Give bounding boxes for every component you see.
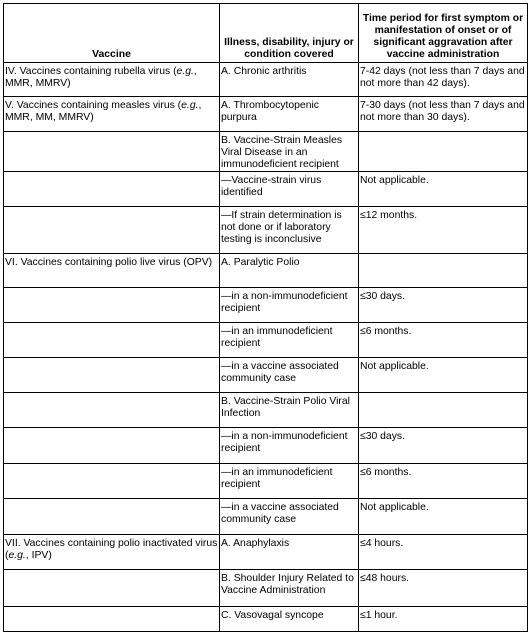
vaccine-cell (4, 358, 220, 393)
time-period-cell: 7-42 days (not less than 7 days and not more than 42 days). (359, 63, 528, 97)
vaccine-cell: VI. Vaccines containing polio live virus (OPV) (4, 254, 220, 288)
vaccine-cell (4, 570, 220, 607)
table-row (4, 535, 528, 570)
illness-cell: A. Anaphylaxis (220, 535, 359, 570)
illness-cell: A. Paralytic Polio (220, 254, 359, 288)
header-vaccine: Vaccine (4, 4, 220, 63)
table-row (4, 358, 528, 393)
vaccine-cell (4, 428, 220, 464)
header-time-period: Time period for first symptom or manifestation of onset or of significant aggravation after vaccine administration (359, 4, 528, 63)
time-period-cell (359, 393, 528, 428)
time-period-cell (359, 132, 528, 172)
vaccine-cell (4, 499, 220, 535)
vaccine-cell (4, 207, 220, 254)
illness-cell: —in an immunodeficient recipient (220, 323, 359, 358)
illness-cell: —Vaccine-strain virus identified (220, 172, 359, 207)
illness-cell: B. Vaccine-Strain Polio Viral Infection (220, 393, 359, 428)
time-period-cell: Not applicable. (359, 358, 528, 393)
table-row (4, 207, 528, 254)
time-period-cell: ≤6 months. (359, 323, 528, 358)
time-period-cell: ≤30 days. (359, 288, 528, 323)
time-period-cell: ≤12 months. (359, 207, 528, 254)
time-period-cell: ≤48 hours. (359, 570, 528, 607)
table-row (4, 254, 528, 288)
illness-cell: A. Thrombocytopenic purpura (220, 97, 359, 132)
table-row (4, 570, 528, 607)
table-row (4, 288, 528, 323)
vaccine-cell (4, 172, 220, 207)
header-illness: Illness, disability, injury or condition covered (220, 4, 359, 63)
header-row (4, 4, 528, 63)
illness-cell: —in a vaccine associated community case (220, 358, 359, 393)
time-period-cell: Not applicable. (359, 499, 528, 535)
vaccine-cell (4, 288, 220, 323)
time-period-cell: ≤30 days. (359, 428, 528, 464)
time-period-cell: ≤4 hours. (359, 535, 528, 570)
vaccine-cell: V. Vaccines containing measles virus (e.g., MMR, MM, MMRV) (4, 97, 220, 132)
time-period-cell (359, 254, 528, 288)
vaccine-cell (4, 132, 220, 172)
table-row (4, 499, 528, 535)
vaccine-cell (4, 464, 220, 499)
illness-cell: —in a non-immunodeficient recipient (220, 288, 359, 323)
illness-cell: B. Vaccine-Strain Measles Viral Disease in an immunodeficient recipient (220, 132, 359, 172)
time-period-cell: ≤6 months. (359, 464, 528, 499)
illness-cell: B. Shoulder Injury Related to Vaccine Administration (220, 570, 359, 607)
illness-cell: —If strain determination is not done or if laboratory testing is inconclusive (220, 207, 359, 254)
table-row (4, 63, 528, 97)
time-period-cell: ≤1 hour. (359, 607, 528, 632)
table-row (4, 323, 528, 358)
illness-cell: —in a vaccine associated community case (220, 499, 359, 535)
vaccine-cell (4, 607, 220, 632)
vaccine-cell (4, 393, 220, 428)
time-period-cell: Not applicable. (359, 172, 528, 207)
table-row (4, 607, 528, 632)
table-row (4, 97, 528, 132)
vaccine-cell: IV. Vaccines containing rubella virus (e.g., MMR, MMRV) (4, 63, 220, 97)
table-row (4, 428, 528, 464)
vaccine-injury-table (3, 3, 528, 632)
vaccine-cell (4, 323, 220, 358)
illness-cell: C. Vasovagal syncope (220, 607, 359, 632)
time-period-cell: 7-30 days (not less than 7 days and not more than 30 days). (359, 97, 528, 132)
table-row (4, 393, 528, 428)
illness-cell: —in an immunodeficient recipient (220, 464, 359, 499)
table-row (4, 132, 528, 172)
vaccine-cell: VII. Vaccines containing polio inactivated virus (e.g., IPV) (4, 535, 220, 570)
illness-cell: —in a non-immunodeficient recipient (220, 428, 359, 464)
illness-cell: A. Chronic arthritis (220, 63, 359, 97)
table-row (4, 464, 528, 499)
table-row (4, 172, 528, 207)
